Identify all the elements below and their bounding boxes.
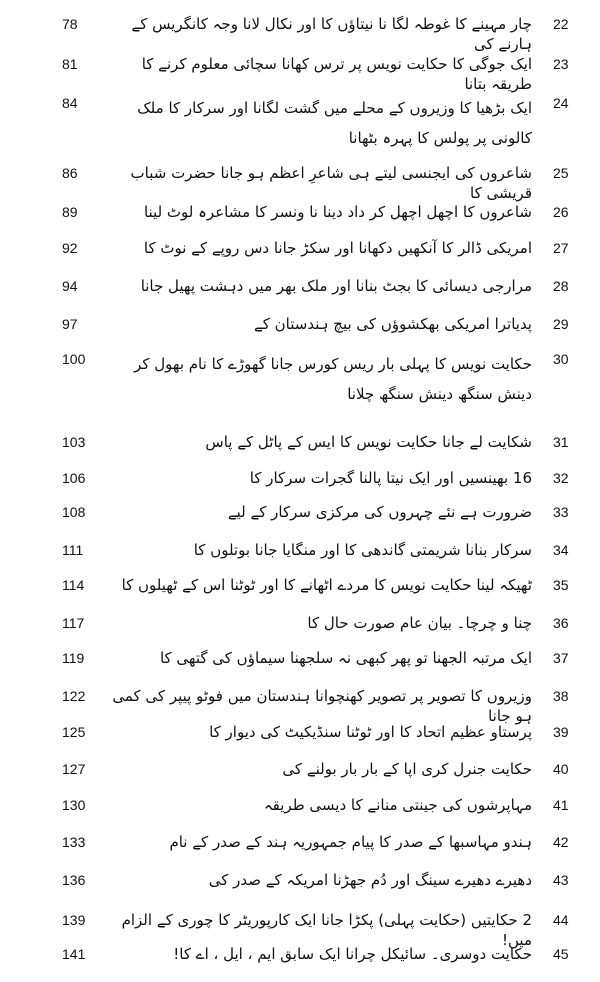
- toc-title: ایک جوگی کا حکایت نویس پر ترس کھانا سچائی معلوم کرنے کا طریقہ بتانا: [141, 55, 532, 93]
- toc-title: مہاپرشوں کی جینتی منانے کا دیسی طریقہ: [263, 796, 532, 814]
- toc-chapter-number: 24: [553, 95, 569, 111]
- toc-page-number: 127: [62, 761, 86, 777]
- toc-page-number: 97: [62, 316, 78, 332]
- toc-chapter-number: 36: [553, 615, 569, 631]
- toc-chapter-number: 26: [553, 204, 569, 220]
- toc-chapter-number: 28: [553, 278, 569, 294]
- toc-page-number: 108: [62, 504, 86, 520]
- toc-title: ایک مرتبہ الجھنا تو پھر کبھی نہ سلجھنا سیماؤں کی گتھی کا: [159, 649, 532, 667]
- toc-title: سرکار بنانا شریمتی گاندھی کا اور منگایا جانا بوتلوں کا: [193, 541, 532, 559]
- toc-title: شاعروں کا اچھل اچھل کر داد دینا نا ونسر کا مشاعرہ لوٹ لینا: [143, 203, 532, 221]
- toc-page-number: 133: [62, 834, 86, 850]
- toc-page-number: 78: [62, 16, 78, 32]
- toc-page-number: 130: [62, 797, 86, 813]
- toc-title: وزیروں کا تصویر پر تصویر کھنچوانا ہندستان میں فوٹو پیپر کی کمی ہو جانا: [112, 687, 532, 725]
- toc-page-number: 136: [62, 872, 86, 888]
- toc-title: 16 بھینسیں اور ایک نیتا پالنا گجرات سرکار کا: [249, 469, 532, 487]
- toc-title: شکایت لے جانا حکایت نویس کا ایس کے پاٹل کے پاس: [205, 433, 532, 451]
- toc-title: ہندو مہاسبھا کے صدر کا پیام جمہوریہ ہند کے صدر کے نام: [169, 833, 532, 851]
- toc-page-number: 94: [62, 278, 78, 294]
- toc-chapter-number: 22: [553, 16, 569, 32]
- toc-chapter-number: 33: [553, 504, 569, 520]
- toc-page-number: 86: [62, 165, 78, 181]
- toc-title: پدیاترا امریکی بھکشوؤں کی بیچ ہندستان کے: [253, 315, 532, 333]
- toc-title: 2 حکایتیں (حکایت پہلی) پکڑا جانا ایک کارپوریٹر کا چوری کے الزام میں!: [121, 911, 532, 949]
- toc-chapter-number: 27: [553, 240, 569, 256]
- toc-page-number: 139: [62, 912, 86, 928]
- toc-page-number: 111: [62, 542, 84, 558]
- toc-chapter-number: 41: [553, 797, 569, 813]
- toc-title: چنا و چرچا۔ بیان عام صورت حال کا: [307, 614, 532, 632]
- toc-page-number: 89: [62, 204, 78, 220]
- toc-title: چار مہینے کا غوطہ لگا نا نیتاؤں کا اور نکال لانا وجہ کانگریس کے ہارنے کی: [131, 15, 532, 53]
- toc-title: دھیرے دھیرے سینگ اور دُم جھڑنا امریکہ کے صدر کی: [208, 871, 532, 889]
- toc-chapter-number: 42: [553, 834, 569, 850]
- toc-title: حکایت دوسری۔ سائیکل چرانا ایک سابق ایم ، ایل ، اے کا!: [173, 945, 532, 963]
- toc-chapter-number: 30: [553, 351, 569, 367]
- toc-page-number: 119: [62, 650, 85, 666]
- toc-chapter-number: 45: [553, 946, 569, 962]
- toc-page-number: 106: [62, 470, 86, 486]
- toc-title: شاعروں کی ایجنسی لیتے ہی شاعرِ اعظم ہو جانا حضرت شباب قریشی کا: [130, 164, 532, 202]
- toc-title: حکایت نویس کا پہلی بار ریس کورس جانا گھوڑے کا نام بھول کر دینش سنگھ دینش سنگھ چلانا: [134, 355, 532, 403]
- toc-chapter-number: 31: [553, 434, 569, 450]
- toc-page-number: 84: [62, 95, 78, 111]
- toc-title: حکایت جنرل کری اپا کے بار بار بولنے کی: [282, 760, 532, 778]
- toc-chapter-number: 37: [553, 650, 569, 666]
- toc-chapter-number: 23: [553, 56, 569, 72]
- toc-title: امریکی ڈالر کا آنکھیں دکھانا اور سکڑ جانا دس روپے کے نوٹ کا: [143, 239, 532, 257]
- toc-chapter-number: 44: [553, 912, 569, 928]
- toc-page-number: 81: [62, 56, 78, 72]
- toc-chapter-number: 38: [553, 688, 569, 704]
- toc-page-number: 122: [62, 688, 86, 704]
- toc-title: ایک بڑھیا کا وزیروں کے محلے میں گشت لگانا اور سرکار کا ملک کالونی پر پولس کا پہرہ بٹھانا: [137, 99, 532, 147]
- toc-page-number: 92: [62, 240, 78, 256]
- toc-chapter-number: 35: [553, 577, 569, 593]
- toc-chapter-number: 32: [553, 470, 569, 486]
- toc-chapter-number: 43: [553, 872, 569, 888]
- toc-chapter-number: 40: [553, 761, 569, 777]
- toc-title: ٹھیکہ لینا حکایت نویس کا مردے اٹھانے کا اور ٹوٹنا اس کے ٹھیلوں کا: [121, 576, 532, 594]
- toc-chapter-number: 25: [553, 165, 569, 181]
- toc-title: ضرورت ہے نئے چہروں کی مرکزی سرکار کے لیے: [227, 503, 532, 521]
- toc-page-number: 100: [62, 351, 86, 367]
- toc-title: پرستاو عظیم اتحاد کا اور ٹوٹنا سنڈیکیٹ کی دیوار کا: [209, 723, 532, 741]
- toc-chapter-number: 29: [553, 316, 569, 332]
- toc-title: مرارجی دیسائی کا بجٹ بنانا اور ملک بھر میں دہشت پھیل جانا: [140, 277, 532, 295]
- toc-page-number: 125: [62, 724, 86, 740]
- toc-page-number: 117: [62, 615, 85, 631]
- toc-chapter-number: 34: [553, 542, 569, 558]
- toc-page-number: 141: [62, 946, 86, 962]
- toc-chapter-number: 39: [553, 724, 569, 740]
- toc-page-number: 114: [62, 577, 85, 593]
- toc-page-number: 103: [62, 434, 86, 450]
